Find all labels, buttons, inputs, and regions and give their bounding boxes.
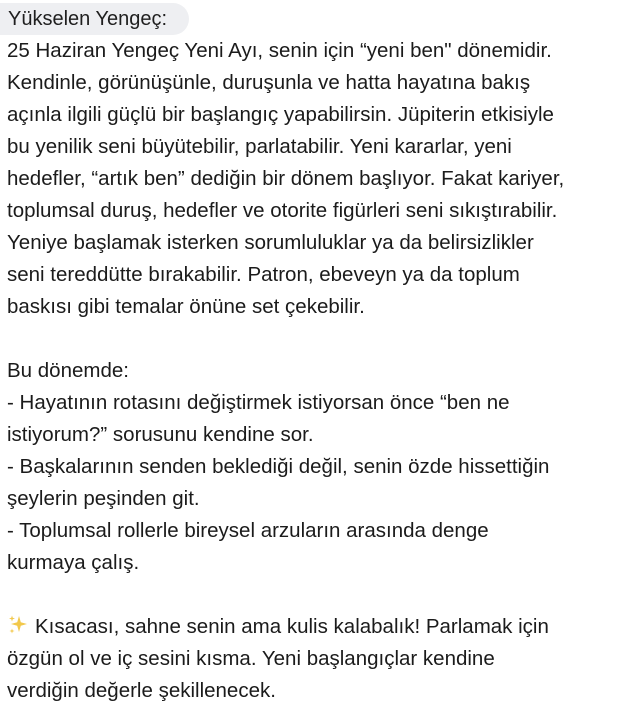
post-title: Yükselen Yengeç: [0,3,189,35]
text-line: toplumsal duruş, hedefler ve otorite figürleri seni sıkıştırabilir. [7,199,558,222]
text-line: istiyorum?” sorusunu kendine sor. [7,423,314,446]
text-line: verdiğin değerle şekillenecek. [7,679,276,702]
text-line: şeylerin peşinden git. [7,487,200,510]
text-line: Kendinle, görünüşünle, duruşunla ve hatta hayatına bakış [7,71,531,94]
text-span: Kısacası, sahne senin ama kulis kalabalık! Parlamak için [35,615,549,638]
text-line: hedefler, “artık ben” dediğin bir dönem başlıyor. Fakat kariyer, [7,167,565,190]
paragraph-gap [7,579,627,611]
text-line: baskısı gibi temalar önüne set çekebilir. [7,295,365,318]
paragraph-gap [7,323,627,355]
text-line: Yeniye başlamak isterken sorumluluklar ya da belirsizlikler [7,231,534,254]
text-line: bu yenilik seni büyütebilir, parlatabilir. Yeni kararlar, yeni [7,135,512,158]
text-line [7,611,627,643]
post-body [7,35,627,707]
text-line: açınla ilgili güçlü bir başlangıç yapabilirsin. Jüpiterin etkisiyle [7,103,554,126]
text-line: - Hayatının rotasını değiştirmek istiyorsan önce “ben ne [7,391,510,414]
text-line: seni tereddütte bırakabilir. Patron, ebeveyn ya da toplum [7,263,520,286]
text-line: 25 Haziran Yengeç Yeni Ayı, senin için “yeni ben" dönemidir. [7,39,552,62]
text-line: özgün ol ve iç sesini kısma. Yeni başlangıçlar kendine [7,647,495,670]
text-line: - Başkalarının senden beklediği değil, senin özde hissettiğin [7,455,550,478]
sparkles-icon [7,614,29,636]
section-heading: Bu dönemde: [7,359,129,382]
text-line: kurmaya çalış. [7,551,140,574]
text-line: - Toplumsal rollerle bireysel arzuların arasında denge [7,519,489,542]
